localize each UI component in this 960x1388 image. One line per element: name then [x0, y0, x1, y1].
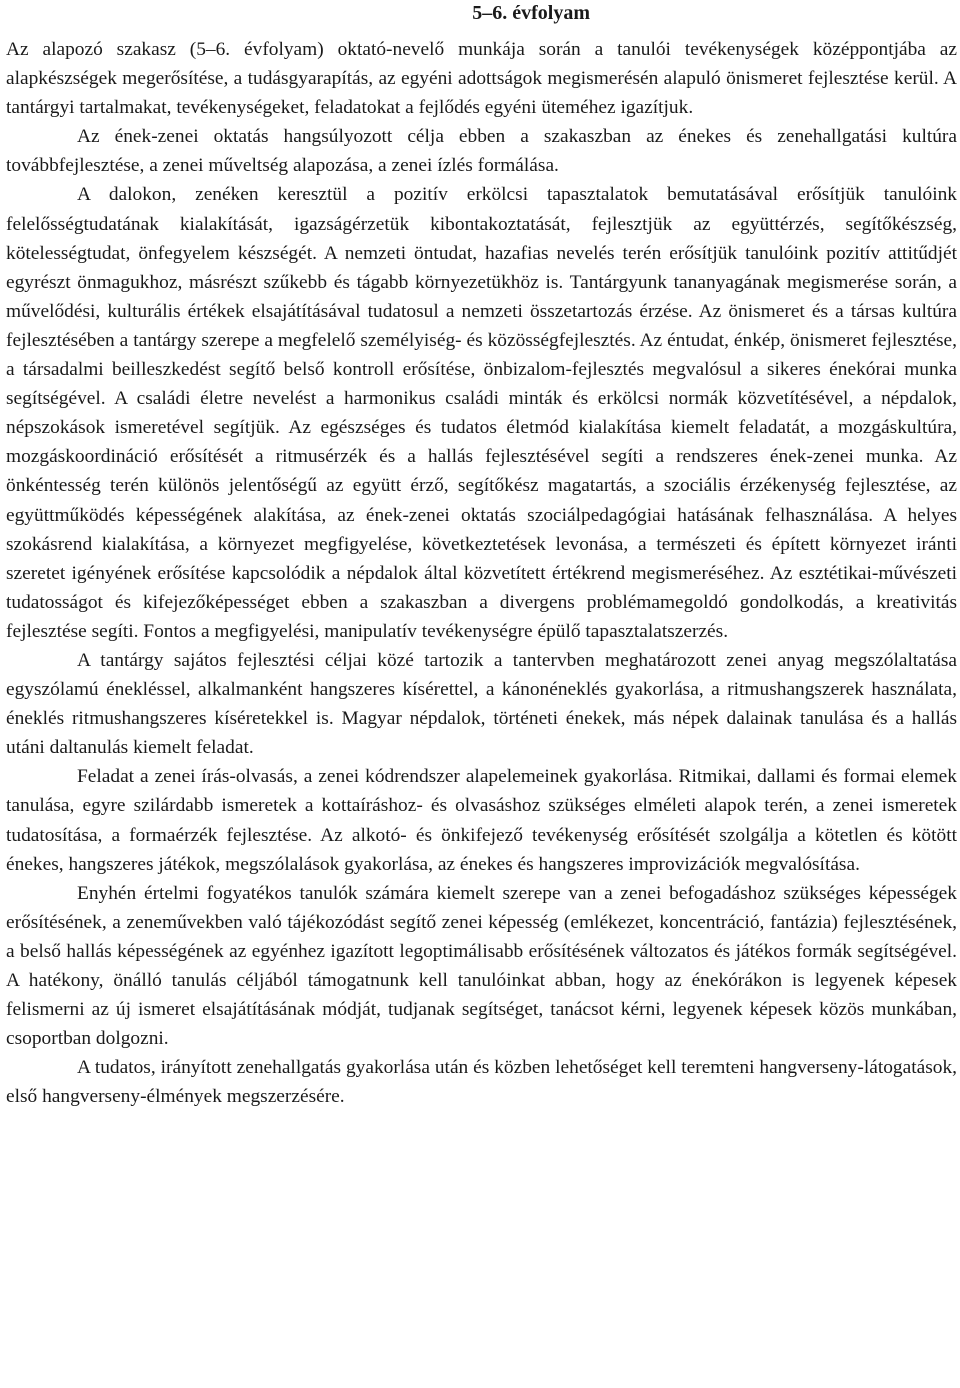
document-page: [6, 0, 957, 1111]
section-heading: 5–6. évfolyam: [472, 2, 590, 24]
paragraph-music-goal: Az ének-zenei oktatás hangsúlyozott célja ebben a szakaszban az énekes és zenehallgatási kultúra továbbfejlesztése, a zenei műveltség alapozása, a zenei ízlés formálása.: [6, 126, 957, 177]
paragraph-moral-development: A dalokon, zenéken keresztül a pozitív erkölcsi tapasztalatok bemutatásával erősítjük tanulóink felelősségtudatának kialakítását, igazságérzetük kibontakoztatását, fejlesztjük az együttérzés, segítőkészség, kötelességtudat, önfegyelem készségét. A nemzeti öntudat, hazafias nevelés terén erősítjük tanulóink pozitív attitűdjét egyrészt önmagukhoz, másrészt szűkebb és tágabb környezetükhöz is. Tantárgyunk tananyagának megismerése során, a művelődési, kulturális értékek elsajátításával tudatosul a nemzeti összetartozás érzése. Az önismeret és a társas kultúra fejlesztésében a tantárgy szerepe a megfelelő személyiség- és közösségfejlesztés. Az éntudat, énkép, önismeret fejlesztése, a társadalmi beilleszkedést segítő belső kontroll erősítése, önbizalom-fejlesztés megvalósul a sikeres énekórai munka segítségével. A családi életre nevelést a harmonikus családi minták és erkölcsi normák közvetítésével, a népdalok, népszokások ismeretével segítjük. Az egészséges és tudatos életmód kialakítása kiemelt feladatát, a mozgáskultúra, mozgáskoordináció erősítését a ritmusérzék és a hallás fejlesztésével segíti a rendszeres ének-zenei munka. Az önkéntesség terén különös jelentőségű az együtt érző, segítőkész magatartás, a szociális érzékenység fejlesztése, az együttműködés képességének alakítása, az ének-zenei oktatás szociálpedagógiai hatásának felhasználása. A helyes szokásrend kialakítása, a környezet megfigyelése, következtetések levonása, a természeti és épített környezet iránti szeretet igényének erősítése kapcsolódik a népdalok által közvetített értékrend megismeréséhez. Az esztétikai-művészeti tudatosságot és kifejezőképességet ebben a szakaszban a divergens problémamegoldó gondolkodás, a kreativitás fejlesztése segíti. Fontos a megfigyelési, manipulatív tevékenységre épülő tapasztalatszerzés.: [6, 184, 957, 642]
paragraph-special-needs: Enyhén értelmi fogyatékos tanulók számára kiemelt szerepe van a zenei befogadáshoz szükséges képességek erősítésének, a zeneművekben való tájékozódást segítő zenei képesség (emlékezet, koncentráció, fantázia) fejlesztésének, a belső hallás képességének az egyénhez igazított legoptimálisabb erősítésének változatos és játékos formák segítségével. A hatékony, önálló tanulás céljából támogatnunk kell tanulóinkat abban, hogy az énekórákon is legyenek képesek felismerni az új ismeret elsajátításának módját, tudjanak segítséget, tanácsot kérni, legyenek képesek közös munkában, csoportban dolgozni.: [6, 882, 957, 1050]
paragraph-subject-goals: A tantárgy sajátos fejlesztési céljai közé tartozik a tantervben meghatározott zenei anyag megszólaltatása egyszólamú énekléssel, alkalmanként hangszeres kísérettel, a kánonéneklés gyakorlása, a ritmushangszerek használata, éneklés ritmushangszeres kíséretekkel is. Magyar népdalok, történeti énekek, más népek dalainak tanulása és a hallás utáni daltanulás kiemelt feladat.: [6, 649, 957, 759]
paragraph-reading-writing: Feladat a zenei írás-olvasás, a zenei kódrendszer alapelemeinek gyakorlása. Ritmikai, dallami és formai elemek tanulása, egyre szilárdabb ismeretek a kottaíráshoz- és olvasáshoz szükséges elméleti alapok terén, a zenei ismeretek tudatosítása, a formaérzék fejlesztése. Az alkotó- és önkifejező tevékenység erősítését szolgálja a kötetlen és kötött énekes, hangszeres játékok, megszólalások gyakorlása, az énekes és hangszeres improvizációk megvalósítása.: [6, 766, 957, 875]
paragraph-concerts: A tudatos, irányított zenehallgatás gyakorlása után és közben lehetőséget kell teremteni hangverseny-látogatások, első hangverseny-élmények megszerzésére.: [6, 1057, 957, 1108]
paragraph-intro: Az alapozó szakasz (5–6. évfolyam) oktató-nevelő munkája során a tanulói tevékenységek középpontjába az alapkészségek megerősítése, a tudásgyarapítás, az egyéni adottságok megismerésén alapuló önismeret fejlesztése kerül. A tantárgyi tartalmakat, tevékenységeket, feladatokat a fejlődés egyéni üteméhez igazítjuk.: [6, 39, 957, 119]
